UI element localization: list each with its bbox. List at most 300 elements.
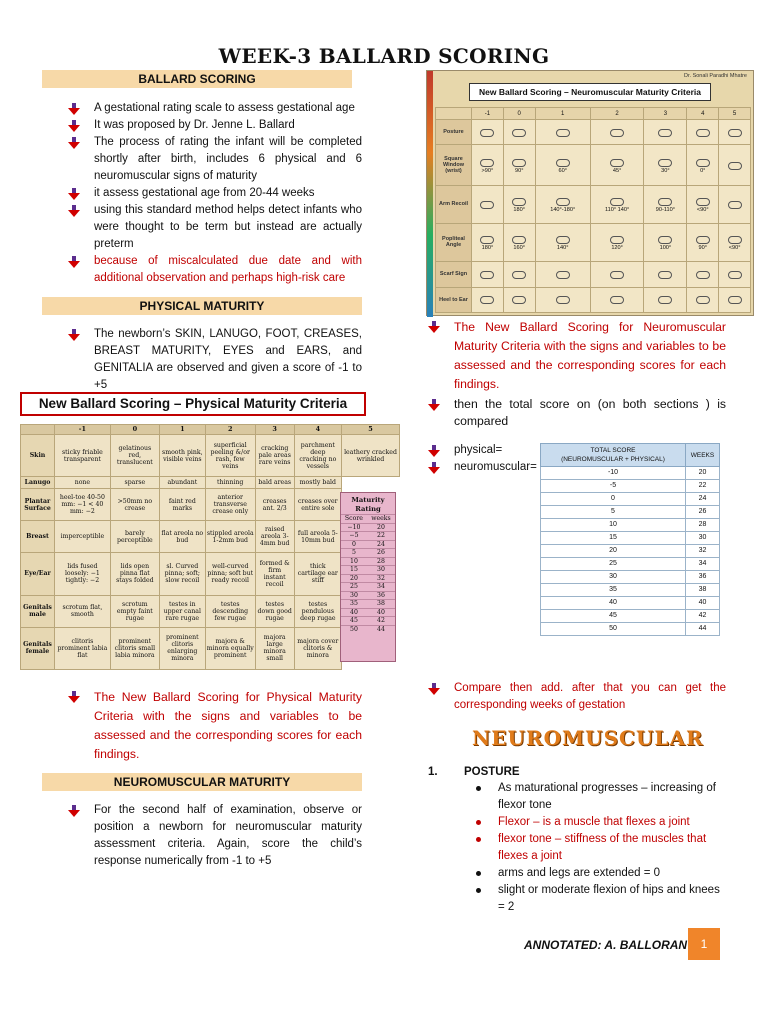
table-cell: smooth pink, visible veins (159, 435, 205, 477)
table-cell: creases over entire sole (294, 489, 341, 521)
table-row (341, 574, 395, 583)
table-cell: −5 (341, 532, 367, 541)
page-title: WEEK-3 BALLARD SCORING (218, 44, 550, 68)
ballard-bullet-text: because of miscalculated due date and with additional observation and perhaps high-risk care (94, 255, 362, 284)
nm-caption-list (426, 318, 726, 430)
figure-sketch-icon (610, 236, 624, 244)
figure-sketch-icon (658, 129, 672, 137)
table-row (436, 108, 751, 120)
list-item (426, 318, 726, 394)
figure-sketch-icon (610, 159, 624, 167)
total-score-table (540, 443, 720, 636)
table-cell: barely perceptible (110, 521, 159, 553)
ballard-bullet-list (66, 100, 362, 287)
table-cell (503, 223, 535, 261)
table-cell: majora & minora equally prominent (205, 627, 255, 669)
pm-figure-title: New Ballard Scoring – Physical Maturity Criteria (20, 392, 366, 416)
table-row (541, 571, 720, 584)
table-cell: abundant (159, 477, 205, 489)
compare-text: Compare then add. after that you can get the corresponding weeks of gestation (454, 682, 726, 711)
posture-item-text: As maturational progresses – increasing of flexor tone (498, 782, 716, 811)
cell-label: 90° (698, 244, 707, 251)
neuromuscular-score-label: neuromuscular= (454, 461, 537, 473)
ballard-bullet-text: it assess gestational age from 20-44 weeks (94, 187, 315, 199)
table-row (341, 515, 395, 524)
table-cell (535, 185, 590, 223)
figure-sketch-icon (728, 129, 742, 137)
table-row (541, 493, 720, 506)
table-cell: prominent clitoris enlarging minora (159, 627, 205, 669)
table-row (436, 120, 751, 145)
bullet-dot-icon (476, 786, 481, 791)
row-label: Scarf Sign (436, 262, 472, 287)
cell-label: 60° (558, 167, 567, 174)
cell-label: 140°-180° (550, 206, 576, 213)
table-cell: 40 (541, 597, 686, 610)
table-cell: creases ant. 2/3 (255, 489, 294, 521)
list-item (66, 253, 362, 287)
table-header: 2 (205, 425, 255, 435)
posture-item-text: arms and legs are extended = 0 (498, 867, 661, 879)
table-cell: cracking pale areas rare veins (255, 435, 294, 477)
table-header: weeks (367, 515, 395, 524)
table-row (21, 425, 400, 435)
table-cell: 10 (541, 519, 686, 532)
cell-label: 90° (514, 167, 524, 174)
table-cell: sl. Curved pinna; soft; slow recoil (159, 553, 205, 595)
figure-sketch-icon (728, 296, 742, 304)
table-header: 2 (590, 108, 644, 120)
table-cell: 50 (541, 623, 686, 636)
table-header: 5 (342, 425, 400, 435)
section-header-neuromuscular: NEUROMUSCULAR MATURITY (42, 773, 362, 791)
posture-item-text: slight or moderate flexion of hips and knees = 2 (498, 884, 720, 913)
table-cell: 35 (541, 584, 686, 597)
figure-sketch-icon (512, 271, 526, 279)
row-label: Lanugo (21, 477, 55, 489)
bullet-dot-icon (476, 837, 481, 842)
figure-sketch-icon (480, 129, 494, 137)
table-cell: 26 (686, 506, 720, 519)
table-cell: 30 (367, 566, 395, 575)
table-cell: 38 (686, 584, 720, 597)
table-cell (644, 223, 687, 261)
table-cell: 40 (367, 608, 395, 617)
table-cell (472, 287, 504, 313)
table-cell (503, 145, 535, 185)
table-cell: prominent clitoris small labia minora (110, 627, 159, 669)
table-row (541, 467, 720, 480)
table-cell (590, 120, 644, 145)
table-row (541, 519, 720, 532)
cell-label: 90-110° (655, 206, 675, 213)
list-item (472, 780, 728, 814)
list-item (66, 134, 362, 185)
table-cell: gelatinous red, translucent (110, 435, 159, 477)
figure-sketch-icon (610, 129, 624, 137)
table-cell (503, 185, 535, 223)
table-row (436, 145, 751, 185)
table-cell (503, 262, 535, 287)
table-cell: majora cover clitoris & minora (294, 627, 341, 669)
table-cell: bald areas (255, 477, 294, 489)
row-label: Plantar Surface (21, 489, 55, 521)
figure-sketch-icon (610, 296, 624, 304)
physical-score-label: physical= (454, 444, 503, 456)
cell-label: 30° (661, 167, 670, 174)
list-item (426, 680, 726, 714)
table-header: 1 (535, 108, 590, 120)
table-cell: superficial peeling &/or rash, few veins (205, 435, 255, 477)
table-row (541, 506, 720, 519)
table-row (541, 610, 720, 623)
figure-sketch-icon (556, 236, 570, 244)
table-cell: 45 (541, 610, 686, 623)
cell-label: 160° (513, 244, 525, 251)
table-header: 5 (719, 108, 751, 120)
table-row (341, 600, 395, 609)
list-item (66, 202, 362, 253)
table-cell: scrotum empty faint rugae (110, 595, 159, 627)
table-cell: lids fused loosely: −1 tightly: −2 (55, 553, 111, 595)
table-cell (535, 145, 590, 185)
page-number-badge: 1 (688, 928, 720, 960)
table-cell (644, 145, 687, 185)
row-label: Heel to Ear (436, 287, 472, 313)
list-item (472, 814, 728, 831)
table-header: 3 (255, 425, 294, 435)
table-cell (342, 477, 400, 489)
table-header: WEEKS (686, 444, 720, 467)
cell-label: <90° (728, 244, 741, 251)
cell-label: 0° (700, 167, 706, 174)
table-cell: 45 (341, 617, 367, 626)
row-label: Popliteal Angle (436, 223, 472, 261)
list-item (66, 117, 362, 134)
table-header: 0 (503, 108, 535, 120)
table-cell (719, 262, 751, 287)
table-cell: 20 (341, 574, 367, 583)
list-item (472, 882, 728, 916)
figure-sketch-icon (556, 296, 570, 304)
arrow-bullet-icon (68, 120, 80, 132)
table-cell (719, 287, 751, 313)
table-cell (472, 262, 504, 287)
table-cell: faint red marks (159, 489, 205, 521)
table-cell: sparse (110, 477, 159, 489)
maturity-rating-title: Maturity Rating (351, 496, 385, 513)
table-row (436, 223, 751, 261)
table-row (541, 532, 720, 545)
posture-number: 1. (428, 766, 438, 778)
row-label: Genitals female (21, 627, 55, 669)
figure-sketch-icon (696, 236, 710, 244)
arrow-bullet-icon (68, 329, 80, 341)
bullet-dot-icon (476, 820, 481, 825)
section-header-ballard: BALLARD SCORING (42, 70, 352, 88)
table-cell: imperceptible (55, 521, 111, 553)
total-score-wrap (540, 443, 720, 636)
table-cell: raised areola 3-4mm bud (255, 521, 294, 553)
list-item (66, 326, 362, 394)
cell-label: 180° (513, 206, 525, 213)
list-item (472, 831, 728, 865)
cell-label: 180° (481, 244, 494, 251)
arrow-bullet-icon (68, 805, 80, 817)
table-cell (644, 120, 687, 145)
figure-sketch-icon (658, 271, 672, 279)
figure-sketch-icon (480, 296, 494, 304)
posture-item-list (472, 780, 728, 916)
figure-sketch-icon (512, 159, 526, 167)
list-item (66, 688, 362, 764)
table-header: 4 (294, 425, 341, 435)
figure-sketch-icon (658, 296, 672, 304)
arrow-bullet-icon (68, 188, 80, 200)
table-cell: 35 (341, 600, 367, 609)
table-cell: 5 (341, 549, 367, 558)
table-row (341, 540, 395, 549)
table-cell (719, 185, 751, 223)
table-cell (687, 145, 719, 185)
row-label: Breast (21, 521, 55, 553)
figure-sketch-icon (728, 236, 742, 244)
ballard-bullet-text: A gestational rating scale to assess gestational age (94, 102, 355, 114)
table-cell (687, 223, 719, 261)
table-header (21, 425, 55, 435)
cell-label: >90° (481, 167, 494, 174)
table-cell: 44 (686, 623, 720, 636)
table-cell: formed & firm instant recoil (255, 553, 294, 595)
figure-sketch-icon (480, 201, 494, 209)
bullet-dot-icon (476, 888, 481, 893)
table-cell: 5 (541, 506, 686, 519)
cell-label: 45° (612, 167, 622, 174)
figure-sketch-icon (728, 162, 742, 170)
table-cell: 0 (341, 540, 367, 549)
neuromuscular-description: For the second half of examination, observe or position a newborn for neuromuscular maturity assessment criteria. Again, score the child’s response numerically from -1 to +5 (94, 804, 362, 867)
table-cell (687, 120, 719, 145)
table-cell: 28 (686, 519, 720, 532)
arrow-bullet-icon (428, 399, 440, 411)
table-cell: 15 (541, 532, 686, 545)
list-item (426, 396, 726, 430)
table-cell (719, 223, 751, 261)
table-cell: 10 (341, 557, 367, 566)
table-header: -1 (55, 425, 111, 435)
row-label: Skin (21, 435, 55, 477)
table-cell (687, 287, 719, 313)
table-cell: 30 (341, 591, 367, 600)
table-cell (472, 185, 504, 223)
table-cell: 30 (686, 532, 720, 545)
table-cell: testes in upper canal rare rugae (159, 595, 205, 627)
posture-item-text: Flexor – is a muscle that flexes a joint (498, 816, 690, 828)
figure-sketch-icon (556, 129, 570, 137)
figure-sketch-icon (512, 296, 526, 304)
table-cell: -10 (541, 467, 686, 480)
list-item (426, 459, 546, 476)
table-row (21, 435, 400, 477)
table-cell: testes down good rugae (255, 595, 294, 627)
table-row (541, 480, 720, 493)
table-cell: 36 (367, 591, 395, 600)
table-row (436, 287, 751, 313)
table-row (541, 558, 720, 571)
table-header: TOTAL SCORE (NEUROMUSCULAR + PHYSICAL) (541, 444, 686, 467)
table-row (341, 591, 395, 600)
figure-sketch-icon (512, 198, 526, 206)
table-cell: -5 (541, 480, 686, 493)
table-cell: 24 (686, 493, 720, 506)
table-cell: −10 (341, 523, 367, 532)
arrow-bullet-icon (68, 691, 80, 703)
table-cell: thinning (205, 477, 255, 489)
arrow-bullet-icon (68, 103, 80, 115)
figure-author: Dr. Sonali Paradhi Mhatre (684, 73, 747, 79)
neuromuscular-figure (426, 70, 754, 316)
table-row (541, 444, 720, 467)
table-row (21, 477, 400, 489)
table-cell: 34 (367, 583, 395, 592)
figure-sketch-icon (512, 129, 526, 137)
table-cell: clitoris prominent labia flat (55, 627, 111, 669)
table-cell: scrotum flat, smooth (55, 595, 111, 627)
figure-sketch-icon (658, 198, 672, 206)
arrow-bullet-icon (428, 683, 440, 695)
ballard-bullet-text: using this standard method helps detect infants who were thought to be term but instead are actually preterm (94, 204, 362, 250)
table-cell (590, 145, 644, 185)
table-header: 3 (644, 108, 687, 120)
table-cell (472, 145, 504, 185)
table-cell: full areola 5-10mm bud (294, 521, 341, 553)
table-cell: sticky friable transparent (55, 435, 111, 477)
table-row (341, 549, 395, 558)
table-row (341, 566, 395, 575)
table-row (341, 608, 395, 617)
figure-sketch-icon (480, 236, 494, 244)
arrow-bullet-icon (68, 137, 80, 149)
row-label: Eye/Ear (21, 553, 55, 595)
bullet-dot-icon (476, 871, 481, 876)
table-cell: 34 (686, 558, 720, 571)
table-cell: 38 (367, 600, 395, 609)
table-cell: parchment deep cracking no vessels (294, 435, 341, 477)
row-label: Square Window (wrist) (436, 145, 472, 185)
table-cell: 40 (686, 597, 720, 610)
figure-sketch-icon (696, 296, 710, 304)
figure-side-band (427, 71, 433, 317)
neuromuscular-heading: NEUROMUSCULAR (472, 726, 704, 750)
table-cell: 32 (686, 545, 720, 558)
table-cell (590, 287, 644, 313)
table-header: 0 (110, 425, 159, 435)
table-cell: 20 (541, 545, 686, 558)
table-cell (644, 185, 687, 223)
table-row (541, 584, 720, 597)
compare-note: then the total score on (on both sections ) is compared (454, 397, 726, 428)
list-item (472, 865, 728, 882)
arrow-bullet-icon (428, 321, 440, 333)
table-cell: testes descending few rugae (205, 595, 255, 627)
cell-label: <90° (696, 206, 709, 213)
table-row (341, 557, 395, 566)
table-cell: leathery cracked wrinkled (342, 435, 400, 477)
table-cell: 28 (367, 557, 395, 566)
table-cell: 30 (541, 571, 686, 584)
table-cell: none (55, 477, 111, 489)
table-header: Score (341, 515, 367, 524)
ballard-bullet-text: The process of rating the infant will be completed shortly after birth, includes 6 physical and 6 neuromuscular signs of maturity (94, 136, 362, 182)
table-cell: stippled areola 1-2mm bud (205, 521, 255, 553)
table-cell (535, 120, 590, 145)
table-cell (472, 120, 504, 145)
table-cell (687, 185, 719, 223)
table-cell: 42 (686, 610, 720, 623)
table-cell: 36 (686, 571, 720, 584)
cell-label: 100° (659, 244, 672, 251)
table-cell (535, 287, 590, 313)
table-header: 1 (159, 425, 205, 435)
table-cell: 22 (367, 532, 395, 541)
posture-item-text: flexor tone – stiffness of the muscles that flexes a joint (498, 833, 707, 862)
table-cell (590, 223, 644, 261)
cell-label: 110° 140° (604, 206, 630, 213)
arrow-bullet-icon (428, 445, 440, 457)
table-cell (472, 223, 504, 261)
table-cell: 24 (367, 540, 395, 549)
figure-sketch-icon (696, 271, 710, 279)
table-cell: 0 (541, 493, 686, 506)
section-header-physical: PHYSICAL MATURITY (42, 297, 362, 315)
table-cell: 15 (341, 566, 367, 575)
table-cell: 26 (367, 549, 395, 558)
table-row (341, 532, 395, 541)
table-cell: 50 (341, 625, 367, 633)
table-cell (719, 145, 751, 185)
compare-list (426, 680, 726, 714)
figure-sketch-icon (512, 236, 526, 244)
table-cell: 32 (367, 574, 395, 583)
table-cell: 22 (686, 480, 720, 493)
table-cell (503, 287, 535, 313)
table-cell (644, 287, 687, 313)
table-row (341, 583, 395, 592)
posture-title: POSTURE (464, 766, 520, 778)
table-cell: 25 (341, 583, 367, 592)
figure-sketch-icon (556, 271, 570, 279)
maturity-rating-table (341, 514, 395, 633)
table-cell: 40 (341, 608, 367, 617)
pm-caption: The New Ballard Scoring for Physical Maturity Criteria with the signs and variables to be assessed and the corresponding scores for each findings. (94, 690, 362, 761)
table-cell (535, 223, 590, 261)
table-header: -1 (472, 108, 504, 120)
table-row (541, 623, 720, 636)
neuromuscular-bullet-list (66, 802, 362, 870)
score-label-list (426, 442, 546, 476)
figure-sketch-icon (696, 198, 710, 206)
table-row (541, 597, 720, 610)
table-cell: 25 (541, 558, 686, 571)
maturity-rating-box (340, 492, 396, 662)
figure-sketch-icon (480, 159, 494, 167)
figure-sketch-icon (696, 129, 710, 137)
posture-heading (428, 766, 728, 778)
nm-caption: The New Ballard Scoring for Neuromuscular Maturity Criteria with the signs and variables to be assessed and the corresponding scores for each findings. (454, 320, 726, 391)
arrow-bullet-icon (428, 462, 440, 474)
neuromuscular-maturity-table (435, 107, 751, 313)
table-cell: 44 (367, 625, 395, 633)
